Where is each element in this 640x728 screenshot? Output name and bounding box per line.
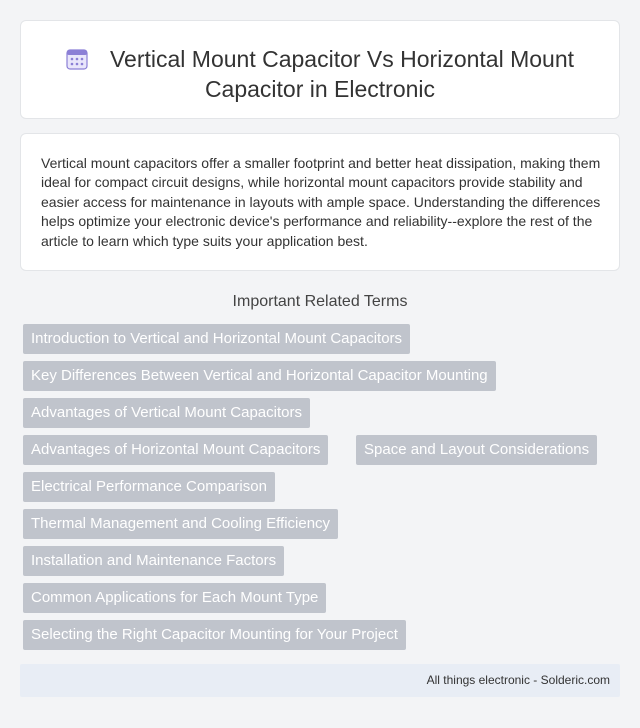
page-title-line2: Capacitor in Electronic bbox=[204, 76, 436, 102]
tag-key-differences[interactable]: Key Differences Between Vertical and Horizontal Capacitor Mounting bbox=[23, 361, 496, 391]
tag-thermal-management[interactable]: Thermal Management and Cooling Efficiency bbox=[23, 509, 338, 539]
title-card bbox=[20, 20, 620, 119]
tag-electrical-performance[interactable]: Electrical Performance Comparison bbox=[23, 472, 275, 502]
tag-installation-maintenance[interactable]: Installation and Maintenance Factors bbox=[23, 546, 284, 576]
summary-card bbox=[20, 133, 620, 271]
tag-advantages-vertical[interactable]: Advantages of Vertical Mount Capacitors bbox=[23, 398, 310, 428]
summary-text: Vertical mount capacitors offer a smaller footprint and better heat dissipation, making them ideal for compact circuit designs, while horizontal mount capacitors provide stability and easier access for maintenance in layouts with ample space. Understanding the differences helps optimize your electronic device's performance and reliability--explore the rest of the article to learn which type suits your application best. bbox=[41, 155, 601, 249]
footer-text: All things electronic - Solderic.com bbox=[426, 673, 610, 687]
tag-space-layout[interactable]: Space and Layout Considerations bbox=[356, 435, 597, 465]
tag-common-applications[interactable]: Common Applications for Each Mount Type bbox=[23, 583, 326, 613]
tag-selecting-mounting[interactable]: Selecting the Right Capacitor Mounting for Your Project bbox=[23, 620, 406, 650]
footer bbox=[20, 664, 620, 697]
tag-introduction[interactable]: Introduction to Vertical and Horizontal Mount Capacitors bbox=[23, 324, 410, 354]
page-title-line1: Vertical Mount Capacitor Vs Horizontal Mount bbox=[109, 46, 575, 72]
tag-advantages-horizontal[interactable]: Advantages of Horizontal Mount Capacitors bbox=[23, 435, 328, 465]
calendar-icon bbox=[66, 47, 88, 69]
page-title bbox=[21, 44, 619, 104]
related-terms-heading: Important Related Terms bbox=[232, 293, 408, 310]
